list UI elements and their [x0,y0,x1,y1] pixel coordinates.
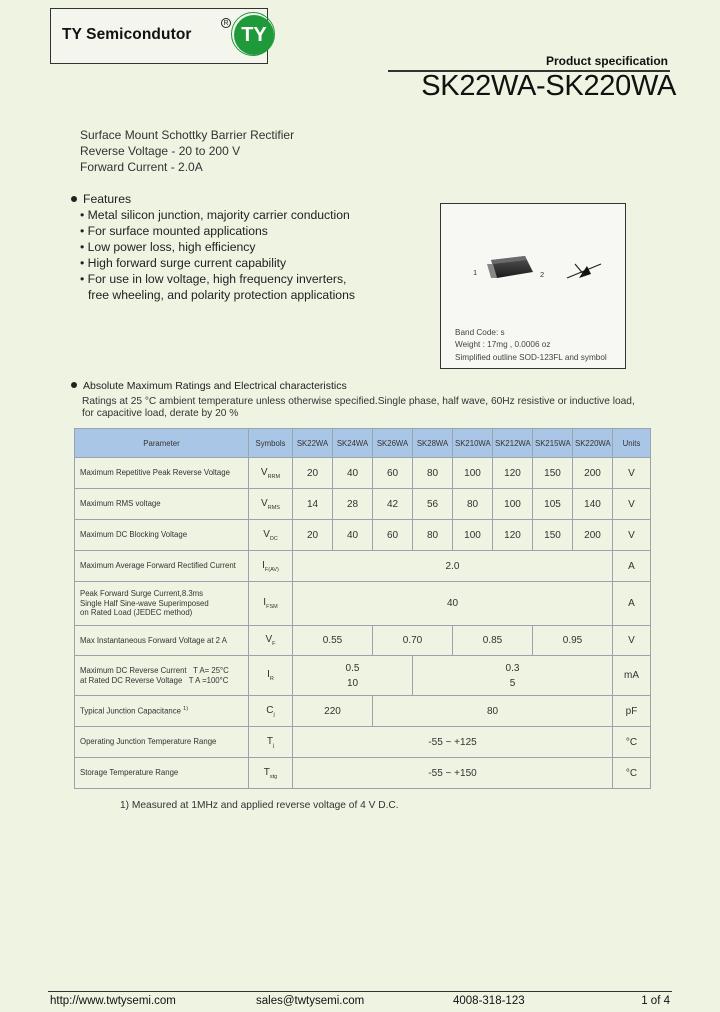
symbol-cell [249,727,293,758]
value-cell: 0.55 [293,626,373,656]
value-cell: 120 [493,520,533,551]
features-heading [71,192,131,206]
value-cell: 140 [573,489,613,520]
param-line: Single Half Sine-wave Superimposed [80,598,209,608]
product-specification-label: Product specification [545,54,668,68]
symbol-cell [249,489,293,520]
weight-text: Weight : 17mg , 0.0006 oz [455,340,551,349]
value-cell: 20 [293,520,333,551]
unit-cell: mA [613,656,651,696]
intro-line-3: Forward Current - 2.0A [80,160,203,174]
value-cell: 2.0 [293,551,613,582]
feature-item: • Low power loss, high efficiency [80,240,256,254]
bullet-icon [71,382,77,388]
param-text: Maximum DC Reverse Current [80,666,187,675]
ratings-table [74,428,651,789]
symbol-subscript: DC [269,535,278,542]
value-cell: 60 [373,520,413,551]
value-cell: 0.70 [373,626,453,656]
param-text: at Rated DC Reverse Voltage [80,675,183,685]
param-cell: Max Instantaneous Forward Voltage at 2 A [75,626,249,656]
part-number-title: SK22WA-SK220WA [421,70,676,102]
symbol-letter: T [266,735,273,747]
unit-cell: V [613,489,651,520]
value-cell: 105 [533,489,573,520]
footnote-ref: 1) [183,706,189,713]
symbol-letter: V [261,497,268,509]
value-cell: 100 [453,520,493,551]
ratings-title: Absolute Maximum Ratings and Electrical characteristics [83,380,347,392]
symbol-letter: C [266,704,274,716]
symbol-subscript: RMS [267,504,280,511]
unit-cell: V [613,520,651,551]
value-cell: 40 [293,582,613,626]
outline-caption: Simplified outline SOD-123FL and symbol [455,353,607,362]
unit-cell: A [613,582,651,626]
value-cell: 200 [573,520,613,551]
unit-cell: V [613,458,651,489]
table-row [75,758,651,789]
ratings-heading [71,380,347,392]
feature-item: • Metal silicon junction, majority carrier conduction [80,208,350,222]
value-cell [293,656,413,696]
value-cell: 60 [373,458,413,489]
value-cell: 200 [573,458,613,489]
table-row [75,656,651,696]
email-link[interactable]: sales@twtysemi.com [256,995,365,1007]
package-outline-box [440,203,626,369]
feature-item: • For use in low voltage, high frequency inverters, [80,272,347,286]
param-cell: Maximum Average Forward Rectified Current [75,551,249,582]
feature-item: • For surface mounted applications [80,224,268,238]
symbol-cell [249,626,293,656]
value-cell: 28 [333,489,373,520]
value-cell: 20 [293,458,333,489]
bullet-icon [71,196,77,202]
condition-text: T A= 25°C [193,666,229,675]
header-units: Units [613,429,651,458]
feature-item: • High forward surge current capability [80,256,287,270]
symbol-subscript: RRM [267,473,281,480]
symbol-letter: I [262,559,265,571]
param-cell: Maximum RMS voltage [75,489,249,520]
param-cell: Operating Junction Temperature Range [75,727,249,758]
value-cell: 100 [453,458,493,489]
intro-line-1: Surface Mount Schottky Barrier Rectifier [80,128,295,142]
value-cell [413,656,613,696]
symbol-cell [249,758,293,789]
value-cell: 40 [333,520,373,551]
value-line: 10 [346,677,359,689]
ty-logo-icon: TY [234,15,274,55]
symbol-subscript: j [273,711,275,718]
header-sk28wa: SK28WA [413,429,453,458]
value-cell: 0.85 [453,626,533,656]
table-row [75,582,651,626]
symbol-subscript: j [272,742,275,749]
symbol-subscript: FSM [266,604,278,610]
symbol-letter: V [263,528,270,540]
value-cell: 80 [453,489,493,520]
value-cell: 42 [373,489,413,520]
table-row [75,489,651,520]
diode-symbol-icon [565,258,603,284]
value-cell: 150 [533,520,573,551]
symbol-subscript: stg [269,773,278,780]
value-cell: 120 [493,458,533,489]
unit-cell: °C [613,758,651,789]
table-header-row [75,429,651,458]
header-sk215wa: SK215WA [533,429,573,458]
sod123fl-package-icon [485,252,537,282]
band-code-text: Band Code: s [455,328,505,337]
header-sk212wa: SK212WA [493,429,533,458]
company-logo [50,8,268,64]
footer-divider [48,991,672,992]
symbol-cell [249,520,293,551]
table-row [75,696,651,727]
pin-2-label: 2 [540,270,545,279]
table-row [75,551,651,582]
header-sk26wa: SK26WA [373,429,413,458]
symbol-cell [249,458,293,489]
symbol-cell [249,551,293,582]
symbol-cell [249,696,293,727]
param-cell [75,656,249,696]
symbol-cell [249,656,293,696]
phone-number: 4008-318-123 [453,995,525,1007]
value-cell: 0.95 [533,626,613,656]
unit-cell: V [613,626,651,656]
param-line [80,666,246,676]
value-cell: 56 [413,489,453,520]
table-row [75,520,651,551]
ratings-note-2: for capacitive load, derate by 20 % [82,408,239,419]
table-row [75,626,651,656]
param-cell [75,582,249,626]
unit-cell: °C [613,727,651,758]
features-title: Features [83,192,132,206]
ratings-note-1: Ratings at 25 °C ambient temperature unless otherwise specified.Single phase, half wave, 60Hz resistive or inductive load, [82,396,635,407]
value-line: 0.3 [505,662,520,674]
symbol-letter: V [260,466,268,478]
header-symbols: Symbols [249,429,293,458]
param-line: Peak Forward Surge Current,8.3ms [80,589,204,599]
value-cell: 100 [493,489,533,520]
unit-cell: A [613,551,651,582]
symbol-subscript: F [272,641,276,647]
value-cell: 80 [413,458,453,489]
symbol-subscript: R [269,676,274,682]
symbol-subscript: F(AV) [264,566,279,573]
feature-item: free wheeling, and polarity protection applications [88,288,355,302]
param-cell: Maximum DC Blocking Voltage [75,520,249,551]
value-cell: -55 ~ +125 [293,727,613,758]
header-sk24wa: SK24WA [333,429,373,458]
param-text: Typical Junction Capacitance [80,707,181,717]
header-parameter: Parameter [75,429,249,458]
symbol-letter: I [263,597,267,608]
symbol-letter: T [263,766,270,778]
value-line: 5 [509,677,516,689]
website-link[interactable]: http://www.twtysemi.com [50,995,176,1007]
param-line [80,676,246,686]
param-cell [75,696,249,727]
header-sk220wa: SK220WA [573,429,613,458]
value-cell: 40 [333,458,373,489]
table-row [75,727,651,758]
registered-mark: R [221,18,231,28]
value-line: 0.5 [345,662,360,674]
param-line: on Rated Load (JEDEC method) [80,608,193,618]
intro-line-2: Reverse Voltage - 20 to 200 V [80,144,241,158]
value-cell: 80 [413,520,453,551]
condition-text: T A =100°C [188,675,229,685]
unit-cell: pF [613,696,651,727]
symbol-cell [249,582,293,626]
footnote: 1) Measured at 1MHz and applied reverse voltage of 4 V D.C. [120,800,399,811]
value-cell: 80 [373,696,613,727]
header-sk210wa: SK210WA [453,429,493,458]
table-row [75,458,651,489]
value-cell: 14 [293,489,333,520]
value-cell: -55 ~ +150 [293,758,613,789]
page-number: 1 of 4 [641,995,670,1007]
symbol-letter: I [267,669,270,680]
value-cell: 220 [293,696,373,727]
brand-name: TY Semicondutor [62,26,192,43]
symbol-letter: V [265,634,273,645]
header-sk22wa: SK22WA [293,429,333,458]
value-cell: 150 [533,458,573,489]
param-cell: Maximum Repetitive Peak Reverse Voltage [75,458,249,489]
param-cell: Storage Temperature Range [75,758,249,789]
pin-1-label: 1 [473,268,478,277]
